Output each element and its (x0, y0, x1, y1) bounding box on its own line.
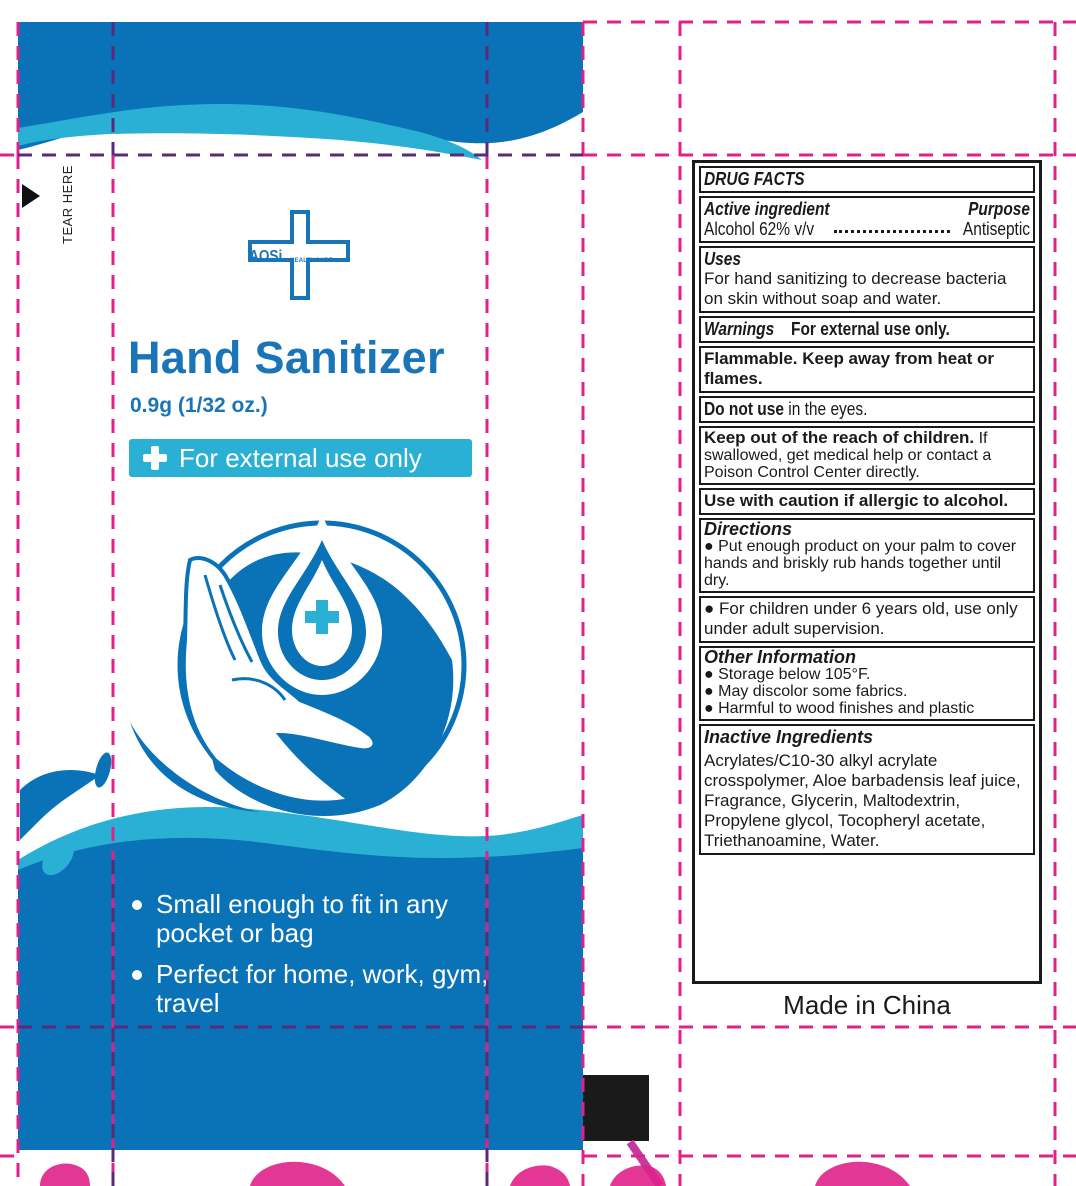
uses-title: Uses (704, 249, 742, 269)
external-use-text: For external use only (179, 442, 422, 473)
uses-text: For hand sanitizing to decrease bacteria on skin without soap and water. (704, 269, 1007, 308)
brand-name: AOSi (249, 248, 283, 265)
leader-dots (834, 219, 950, 233)
other-info-text: May discolor some fabrics. (718, 683, 908, 700)
do-not-use-rest: in the eyes. (783, 399, 868, 419)
caution-text: Use with caution if allergic to alcohol. (704, 491, 1009, 510)
other-info-item: ● Storage below 105°F. (704, 666, 871, 683)
active-value-row (704, 219, 1030, 239)
directions-section (699, 518, 1035, 593)
flammable-text: Flammable. Keep away from heat or flames. (704, 349, 995, 388)
active-label: Active ingredient (704, 199, 830, 219)
made-in-label: Made in China (783, 990, 951, 1020)
other-info-item: ● Harmful to wood finishes and plastic (704, 700, 975, 717)
directions-item: ● Put enough product on your palm to cover hands and briskly rub hands together until dry. (704, 538, 1017, 589)
active-header-row (704, 199, 1030, 219)
facts-header (699, 166, 1035, 193)
drug-facts-panel (692, 160, 1042, 984)
bullet-text: Small enough to fit in any pocket or bag (156, 889, 448, 948)
do-not-use-section (699, 396, 1035, 423)
other-info-title: Other Information (704, 647, 856, 667)
other-info-item: ● May discolor some fabrics. (704, 683, 908, 700)
inactive-text: Acrylates/C10-30 alkyl acrylate crosspolymer, Aloe barbadensis leaf juice, Fragrance, Glycerin, Maltodextrin, Propylene glycol, Tocopheryl acetate, Triethanoamine, Water. (704, 751, 1021, 850)
inactive-title: Inactive Ingredients (704, 727, 874, 747)
bullet-dot-icon (132, 970, 142, 980)
other-info-text: Storage below 105°F. (718, 666, 871, 683)
directions-item: ● For children under 6 years old, use only under adult supervision. (704, 599, 1018, 638)
registration-mark (583, 1075, 649, 1141)
directions-text-2: For children under 6 years old, use only under adult supervision. (704, 599, 1018, 638)
directions-children-section (699, 596, 1035, 643)
bottom-partial-glyphs (40, 1162, 910, 1186)
warnings-title: Warnings (704, 319, 775, 339)
brand-subtitle: HEALTHCARE (290, 258, 333, 264)
keep-out-section (699, 426, 1035, 485)
splash-drop-1 (92, 751, 115, 789)
warnings-section (699, 316, 1035, 343)
purpose-label: Purpose (968, 199, 1030, 219)
directions-text-1: Put enough product on your palm to cover hands and briskly rub hands together until dry. (704, 538, 1017, 589)
keep-out-bold: Keep out of the reach of children. (704, 428, 975, 447)
do-not-use-bold: Do not use (704, 399, 784, 419)
keep-out-rest: If swallowed, get medical help or contact a Poison Control Center directly. (704, 430, 992, 481)
bullet-item (132, 890, 492, 948)
directions-title: Directions (704, 519, 793, 539)
uses-section (699, 246, 1035, 313)
purpose-value: Antiseptic (962, 219, 1030, 239)
active-ingredient-section (699, 196, 1035, 243)
product-size: 0.9g (1/32 oz.) (130, 394, 268, 417)
other-info-section (699, 646, 1035, 721)
facts-title: DRUG FACTS (704, 169, 805, 189)
flammable-section (699, 346, 1035, 393)
bullet-dot-icon (132, 900, 142, 910)
other-info-text: Harmful to wood finishes and plastic (718, 700, 975, 717)
tear-arrow-icon (22, 184, 40, 208)
feature-bullets (132, 890, 492, 1030)
active-value: Alcohol 62% v/v (704, 219, 815, 239)
inactive-ingredients-section (699, 724, 1035, 855)
bullet-text: Perfect for home, work, gym, travel (156, 959, 489, 1018)
plus-icon (143, 446, 167, 470)
warnings-text: For external use only. (790, 319, 950, 339)
caution-section (699, 488, 1035, 515)
bullet-item (132, 960, 492, 1018)
external-use-badge (129, 439, 472, 477)
tear-here-label: TEAR HERE (60, 165, 75, 244)
hand-drop-emblem (180, 515, 464, 816)
product-title: Hand Sanitizer (128, 332, 445, 383)
